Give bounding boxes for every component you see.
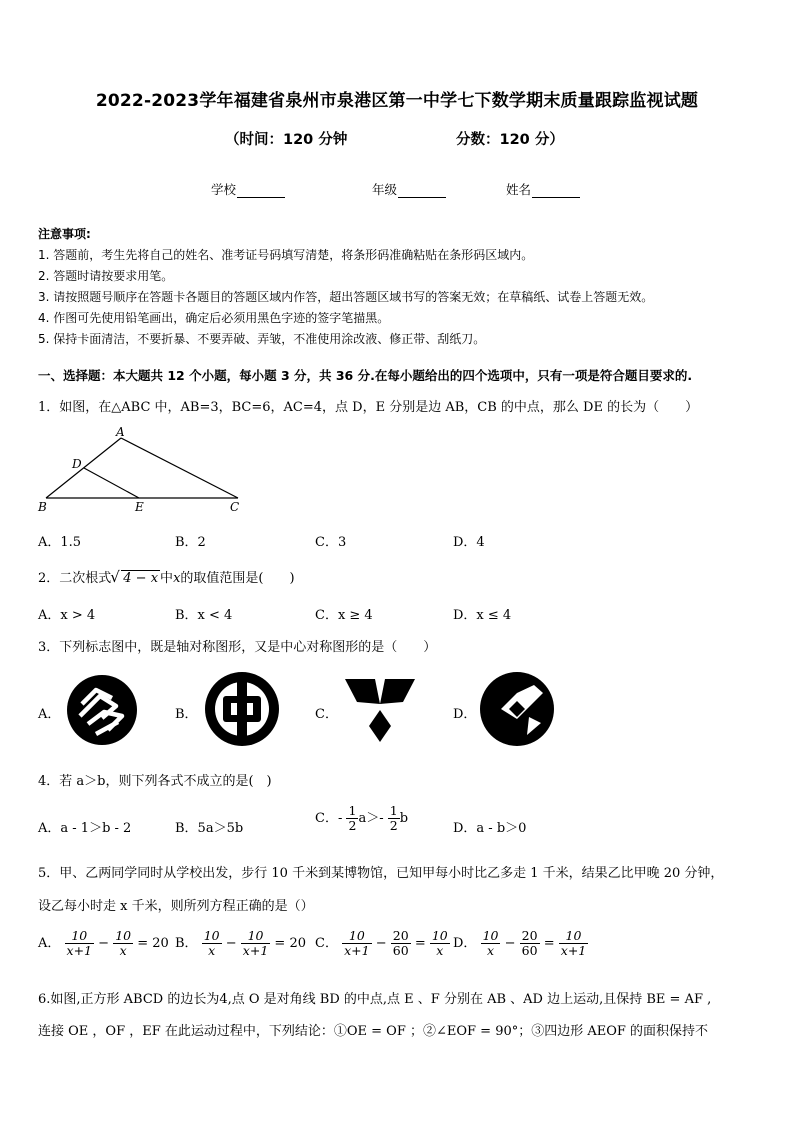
notes-item: 4. 作图可先使用铅笔画出，确定后必须用黑色字迹的签字笔描黑。	[38, 311, 390, 325]
notes-item: 5. 保持卡面清洁，不要折暴、不要弄破、弄皱，不准使用涂改液、修正带、刮纸刀。	[38, 332, 486, 346]
q2-option-b: B．x < 4	[175, 608, 233, 623]
notes-item: 2. 答题时请按要求用笔。	[38, 269, 174, 283]
china-mobile-logo-icon	[66, 674, 138, 746]
notes-item: 3. 请按照题号顺序在答题卡各题目的答题区域内作答，超出答题区域书写的答案无效；在草稿纸、试卷上答题无效。	[38, 290, 654, 304]
construction-bank-logo-icon	[479, 671, 555, 747]
q5-option-b: B． $\frac{10}{x}$ − $\frac{10}{x+1}$ = 20	[175, 928, 306, 958]
name-field: 姓名	[506, 180, 580, 198]
q4-option-d: D．a - b＞0	[453, 821, 527, 836]
q5-option-c: C． $\frac{10}{x+1}$ − $\frac{20}{60}$ = $\frac{10}{x}$	[315, 928, 448, 958]
question-3-text: 3．下列标志图中，既是轴对称图形，又是中心对称图形的是（ ）	[38, 640, 437, 655]
q4-option-c: C．- $\frac{1}{2}$ a＞- $\frac{1}{2}$ b	[315, 803, 409, 833]
page-title: 2022-2023学年福建省泉州市泉港区第一中学七下数学期末质量跟踪监视试题	[95, 91, 699, 111]
notes-item: 1. 答题前，考生先将自己的姓名、准考证号码填写清楚，将条形码准确粘贴在条形码区域内。	[38, 248, 534, 262]
vertex-label-a: A	[116, 425, 125, 439]
question-6-line-2: 连接 OE ，OF ，EF 在此运动过程中，下列结论：①OE = OF ；②∠EOF = 90°；③四边形 AEOF 的面积保持不	[38, 1024, 709, 1039]
q2-option-a: A．x > 4	[38, 608, 96, 623]
q4-option-b: B．5a＞5b	[175, 821, 244, 836]
notes-section	[38, 224, 653, 350]
notes-heading: 注意事项:	[38, 227, 91, 241]
time-label: （时间：120 分钟	[225, 132, 348, 148]
q2-option-c: C．x ≥ 4	[315, 608, 373, 623]
q1-option-c: C．3	[315, 535, 347, 550]
q5-option-a: A． $\frac{10}{x+1}$ − $\frac{10}{x}$ = 20	[38, 928, 169, 958]
vertex-label-e: E	[135, 500, 144, 514]
score-label: 分数：120 分）	[456, 132, 564, 148]
q3-option-a: A．	[38, 707, 61, 722]
q1-option-b: B．2	[175, 535, 206, 550]
question-5-line-2: 设乙每小时走 x 千米，则所列方程正确的是（）	[38, 899, 314, 914]
radical-expression: √ 4 − x	[121, 570, 160, 586]
school-field: 学校	[211, 180, 285, 198]
question-1-text: 1．如图，在△ABC 中，AB=3，BC=6，AC=4，点 D，E 分别是边 AB，CB 的中点，那么 DE 的长为（ ）	[38, 400, 699, 415]
q3-option-d: D．	[453, 707, 477, 722]
triangle-figure	[34, 424, 249, 516]
q4-option-a: A．a - 1＞b - 2	[38, 821, 132, 836]
mitsubishi-style-logo-icon	[343, 676, 417, 744]
q3-option-b: B．	[175, 707, 198, 722]
q3-option-c: C．	[315, 707, 338, 722]
question-4-text: 4．若 a＞b，则下列各式不成立的是( )	[38, 774, 272, 789]
q2-option-d: D．x ≤ 4	[453, 608, 512, 623]
vertex-label-b: B	[38, 500, 47, 514]
section-heading: 一、选择题：本大题共 12 个小题，每小题 3 分，共 36 分.在每小题给出的四个选项中，只有一项是符合题目要求的.	[38, 368, 693, 383]
bank-of-china-logo-icon	[204, 671, 280, 747]
q1-option-a: A．1.5	[38, 535, 82, 550]
vertex-label-c: C	[230, 500, 240, 514]
vertex-label-d: D	[72, 457, 82, 471]
question-2-text: 2．二次根式√ 4 − x 中x的取值范围是( )	[38, 567, 295, 586]
question-6-line-1: 6.如图,正方形 ABCD 的边长为4,点 O 是对角线 BD 的中点,点 E 、F 分别在 AB 、AD 边上运动,且保持 BE = AF ,	[38, 992, 712, 1007]
q1-option-d: D．4	[453, 535, 485, 550]
grade-field: 年级	[372, 180, 446, 198]
question-5-line-1: 5．甲、乙两同学同时从学校出发，步行 10 千米到某博物馆，已知甲每小时比乙多走 1 千米，结果乙比甲晚 20 分钟，	[38, 866, 724, 881]
q5-option-d: D． $\frac{10}{x}$ − $\frac{20}{60}$ = $\frac{10}{x+1}$	[453, 928, 587, 958]
